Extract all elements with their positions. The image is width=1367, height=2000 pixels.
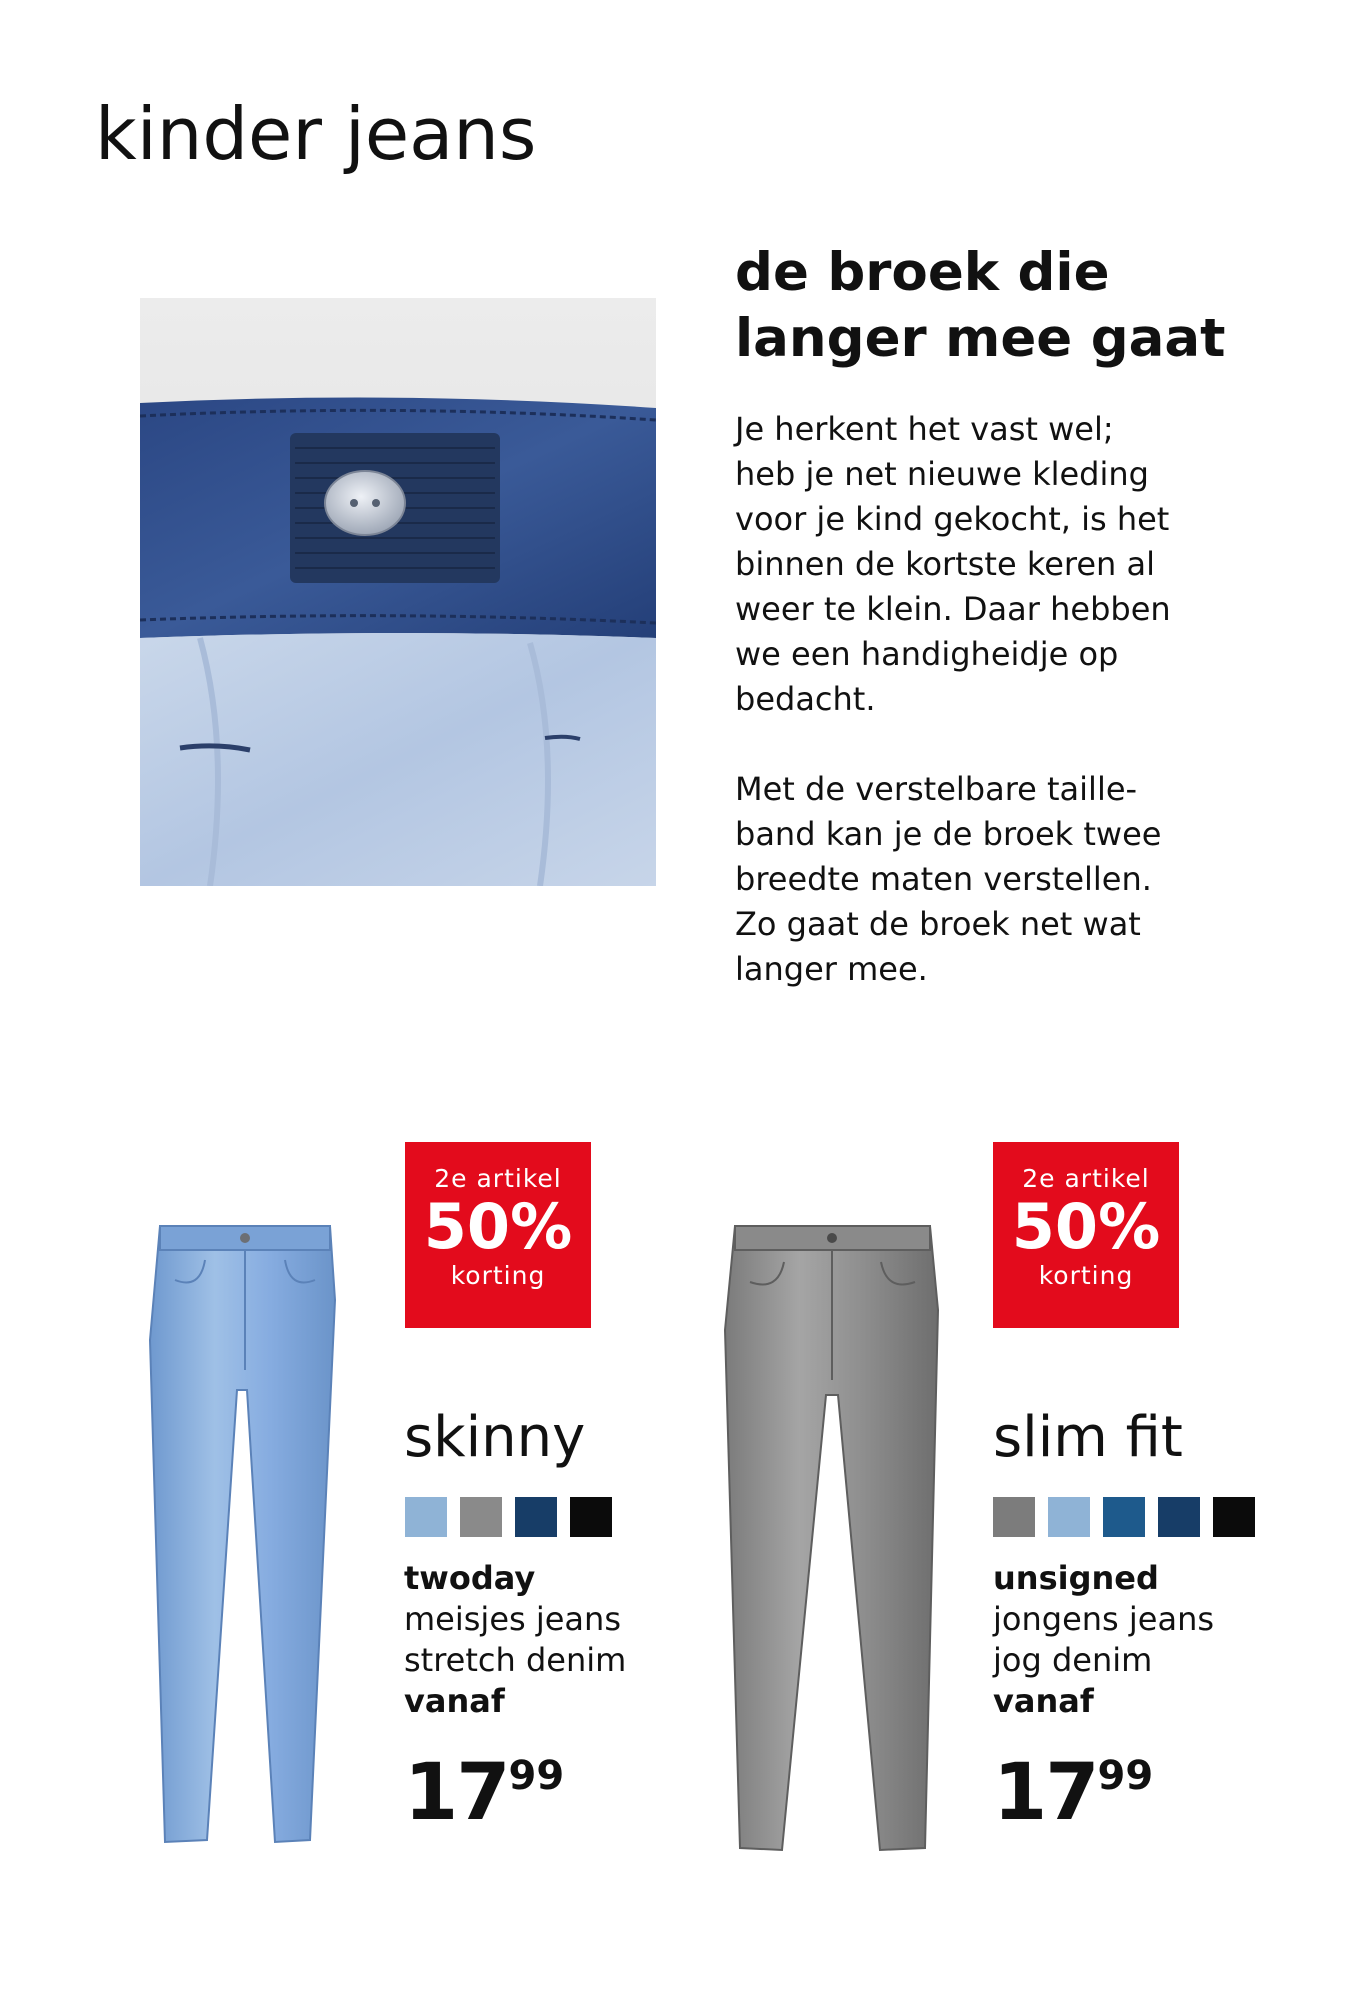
color-swatches-skinny [405,1497,612,1537]
badge-top-text: 2e artikel [434,1164,562,1193]
price-cents: 99 [508,1753,565,1799]
product-description-slim-fit [993,1558,1214,1722]
product-name-slim-fit: slim fit [993,1405,1183,1470]
badge-top-text: 2e artikel [1022,1164,1150,1193]
discount-badge [405,1142,591,1328]
skinny-jeans-image [145,1220,345,1860]
waistband-paragraph: Met de verstelbare taille- band kan je de broek twee breedte maten verstellen. Zo gaat de broek net wat langer mee. [735,770,1162,988]
page-title: kinder jeans [95,92,537,176]
discount-badge [993,1142,1179,1328]
swatch-dark-blue [1158,1497,1200,1537]
swatch-mid-blue [1103,1497,1145,1537]
price-main: 17 [993,1748,1098,1838]
swatch-grey [460,1497,502,1537]
adjustable-waistband-image [140,298,656,886]
price-cents: 99 [1097,1753,1154,1799]
desc-line: meisjes jeans [404,1600,621,1638]
swatch-black [570,1497,612,1537]
swatch-light-blue [405,1497,447,1537]
intro-paragraph: Je herkent het vast wel; heb je net nieuwe kleding voor je kind gekocht, is het binnen de kortste keren al weer te klein. Daar hebben we een handigheidje op bedacht. [735,410,1171,718]
badge-bottom-text: korting [450,1261,546,1290]
product-description-skinny [404,1558,626,1722]
brand: twoday [404,1559,536,1597]
product-name-skinny: skinny [404,1405,586,1470]
badge-percent: 50% [1011,1190,1161,1263]
swatch-black [1213,1497,1255,1537]
slim-fit-jeans-image [720,1220,945,1860]
desc-line: jog denim [993,1641,1153,1679]
headline: de broek die langer mee gaat [735,242,1226,369]
badge-bottom-text: korting [1038,1261,1134,1290]
color-swatches-slim-fit [993,1497,1255,1537]
price-skinny [404,1748,564,1838]
waistband-photo [140,298,656,886]
desc-line: stretch denim [404,1641,627,1679]
price-main: 17 [404,1748,509,1838]
from-label: vanaf [993,1682,1094,1720]
body-text [735,407,1275,1037]
swatch-dark-blue [515,1497,557,1537]
brand: unsigned [993,1559,1159,1597]
swatch-light-blue [1048,1497,1090,1537]
badge-percent: 50% [423,1190,573,1263]
price-slim-fit [993,1748,1153,1838]
desc-line: jongens jeans [993,1600,1215,1638]
from-label: vanaf [404,1682,505,1720]
swatch-grey [993,1497,1035,1537]
